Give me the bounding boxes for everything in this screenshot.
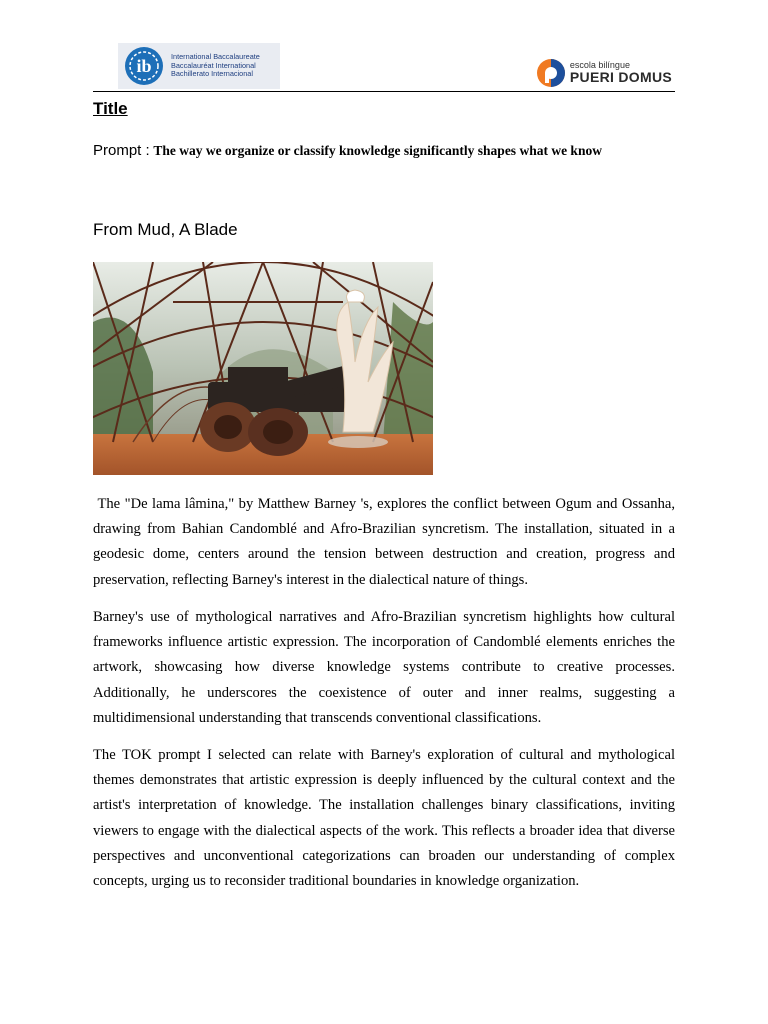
pueri-domus-logo — [536, 58, 672, 88]
section-heading: From Mud, A Blade — [93, 220, 238, 239]
installation-photo — [93, 262, 433, 475]
document-header — [93, 42, 675, 92]
ib-logo — [118, 43, 280, 89]
prompt-text: The way we organize or classify knowledge significantly shapes what we know — [153, 143, 602, 158]
pueri-domus-icon — [536, 58, 566, 88]
prompt-label: Prompt : — [93, 142, 150, 159]
paragraph: Barney's use of mythological narratives and Afro-Brazilian syncretism highlights how cultural frameworks influence artistic expression. The incorporation of Candomblé elements enriches the artwork, showcasing how diverse knowledge systems contribute to creative processes. Additionally, he underscores the coexistence of outer and inner realms, suggesting a multidimensional understanding that transcends conventional classifications. — [93, 609, 675, 726]
ib-logo-text: International Baccalaureate Baccalauréat International Bachillerato Internacional — [171, 52, 260, 79]
document-title: Title — [93, 99, 128, 118]
paragraph: The "De lama lâmina," by Matthew Barney 's, explores the conflict between Ogum and Ossanha, drawing from Bahian Candomblé and Afro-Brazilian syncretism. The installation, situated in a geodesic dome, centers around the tension between destruction and creation, progress and preservation, reflecting Barney's interest in the dialectical nature of things. — [93, 496, 675, 588]
prompt-line — [93, 142, 602, 160]
ib-logo-mark — [124, 46, 164, 86]
ib-logo-letters: ib — [136, 56, 152, 76]
school-name: PUERI DOMUS — [569, 69, 672, 85]
paragraph: The TOK prompt I selected can relate with Barney's exploration of cultural and mythological themes demonstrates that artistic expression is deeply influenced by the cultural context and the artist's interpretation of knowledge. The installation challenges binary classifications, inviting viewers to engage with the dialectical aspects of the work. This reflects a broader idea that diverse perspectives and unconventional categorizations can broaden our understanding of complex concepts, urging us to reconsider traditional boundaries in knowledge organization. — [93, 747, 675, 890]
school-tagline: escola bilíngue — [569, 60, 630, 70]
